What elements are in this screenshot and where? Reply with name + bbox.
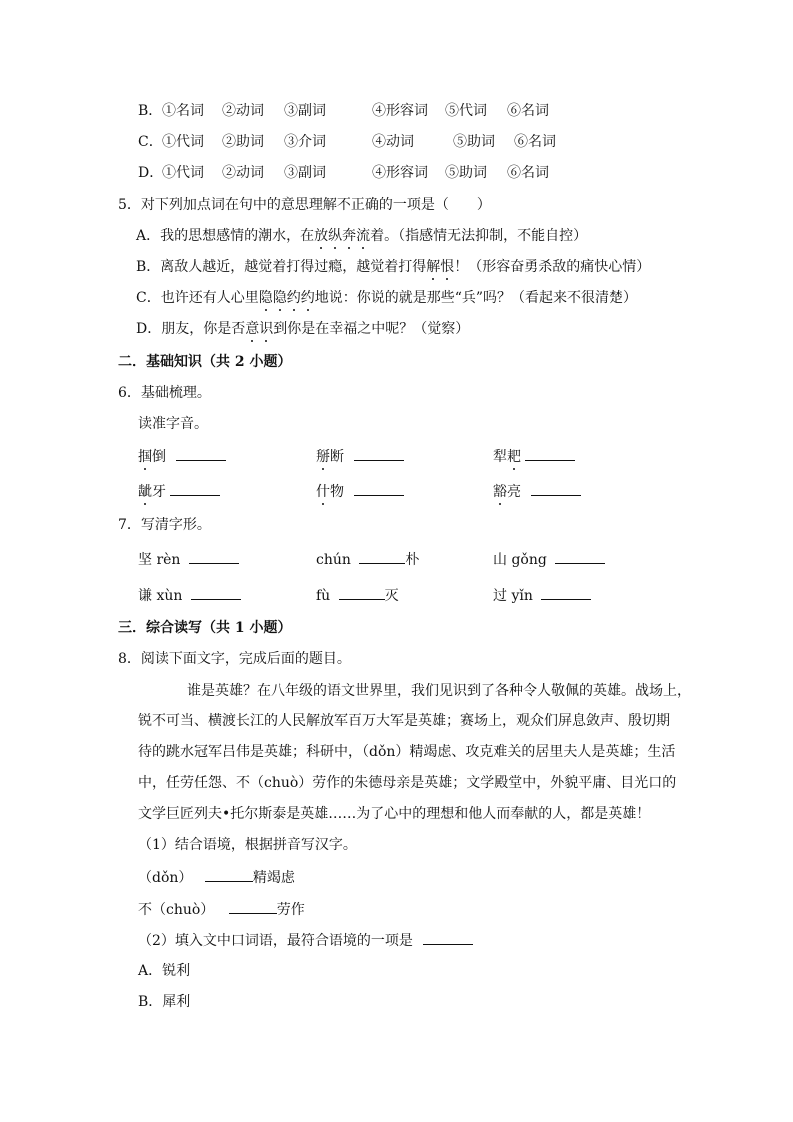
passage-line: 待的跳水冠军吕伟是英雄；科研中，（dǒn）精竭虑、攻克难关的居里夫人是英雄；生活 bbox=[138, 744, 676, 760]
option-item: ⑤助词 bbox=[445, 165, 487, 181]
dotted-char: 识 bbox=[259, 321, 274, 337]
char-item: 谦 xùn bbox=[138, 585, 241, 606]
pinyin-item: 犁耙 bbox=[493, 446, 575, 467]
answer-blank[interactable] bbox=[525, 446, 575, 461]
answer-blank[interactable] bbox=[339, 585, 385, 600]
option-text: ！（形容奋勇杀敌的痛快心情） bbox=[454, 259, 651, 275]
dotted-char: 掴 bbox=[138, 449, 152, 465]
q6-stem: 6．基础梳理。 bbox=[118, 385, 211, 401]
pinyin-item: 龇牙 bbox=[138, 481, 220, 502]
option-item: ⑤代词 bbox=[445, 103, 487, 119]
answer-blank[interactable] bbox=[423, 930, 473, 945]
option-text: D．朋友，你是否 bbox=[136, 321, 246, 337]
char-item: 过 yǐn bbox=[493, 585, 591, 606]
dotted-char: 耙 bbox=[507, 449, 521, 465]
answer-blank[interactable] bbox=[359, 549, 405, 564]
option-text: B．离敌人越近，越觉着打得过瘾，越觉着打得 bbox=[136, 259, 427, 275]
option-b: B．犀利 bbox=[138, 994, 191, 1010]
option-letter: B． bbox=[138, 103, 163, 119]
pinyin-item: 掰断 bbox=[316, 446, 404, 467]
char-item: 坚 rèn bbox=[138, 549, 239, 570]
dotted-char: 放 bbox=[314, 228, 329, 244]
dotted-char: 奔 bbox=[342, 228, 357, 244]
q5-option-c bbox=[136, 288, 637, 308]
option-item: ⑥名词 bbox=[514, 134, 556, 150]
answer-blank[interactable] bbox=[541, 585, 591, 600]
answer-blank[interactable] bbox=[354, 481, 404, 496]
option-item: ①名词 bbox=[162, 103, 204, 119]
option-item: ④动词 bbox=[372, 134, 414, 150]
dotted-char: 恨 bbox=[440, 259, 455, 275]
dotted-char: 龇 bbox=[138, 484, 152, 500]
q5-stem: 5．对下列加点词在句中的意思理解不正确的一项是（ ） bbox=[118, 197, 491, 213]
dotted-word bbox=[314, 228, 370, 244]
option-item: ④形容词 bbox=[372, 165, 428, 181]
dotted-char: 约 bbox=[286, 290, 301, 306]
dotted-word bbox=[259, 290, 315, 306]
section-title: 三．综合读写（共 1 小题） bbox=[118, 620, 292, 636]
option-item: ⑥名词 bbox=[507, 165, 549, 181]
char-item: 山 gǒng bbox=[493, 549, 605, 570]
q8-stem: 8．阅读下面文字，完成后面的题目。 bbox=[118, 651, 351, 667]
option-text: C．也许还有人心里 bbox=[136, 290, 259, 306]
passage-line: 文学巨匠列夫•托尔斯泰是英雄……为了心中的理想和他人而奉献的人，都是英雄！ bbox=[138, 806, 651, 822]
q6-subtitle: 读准字音。 bbox=[138, 416, 208, 432]
option-text: 地说：你说的就是那些“兵”吗？（看起来不很清楚） bbox=[314, 290, 638, 306]
answer-blank[interactable] bbox=[229, 899, 277, 914]
dotted-char: 什 bbox=[316, 484, 330, 500]
dotted-char: 隐 bbox=[258, 290, 273, 306]
answer-blank[interactable] bbox=[170, 481, 220, 496]
q5-option-a bbox=[136, 226, 587, 246]
sub-question-2: （2）填入文中口词语，最符合语境的一项是 bbox=[138, 930, 473, 951]
option-item: ③副词 bbox=[284, 103, 326, 119]
passage-line: 谁是英雄？在八年级的语文世界里，我们见识到了各种令人敬佩的英雄。战场上， bbox=[187, 683, 691, 699]
answer-blank[interactable] bbox=[205, 867, 253, 882]
answer-blank[interactable] bbox=[354, 446, 404, 461]
dotted-char: 隐 bbox=[272, 290, 287, 306]
char-item: fù 灭 bbox=[316, 585, 399, 606]
option-a: A．锐利 bbox=[138, 963, 191, 979]
passage-line: 中，任劳任怨、不（chuò）劳作的朱德母亲是英雄；文学殿堂中，外貌平庸、目光口的 bbox=[138, 775, 677, 791]
option-item: ④形容词 bbox=[372, 103, 428, 119]
option-letter: D． bbox=[138, 165, 164, 181]
option-letter: C． bbox=[138, 134, 163, 150]
sub1-item: （dǒn） 精竭虑 bbox=[138, 867, 295, 888]
dotted-char: 意 bbox=[245, 321, 260, 337]
pinyin-item: 掴倒 bbox=[138, 446, 226, 467]
answer-blank[interactable] bbox=[191, 585, 241, 600]
dotted-char: 豁 bbox=[493, 484, 507, 500]
pinyin-item: 豁亮 bbox=[493, 481, 581, 502]
dotted-char: 解 bbox=[426, 259, 441, 275]
option-text: 着。（指感情无法抑制，不能自控） bbox=[370, 228, 588, 244]
option-item: ⑤助词 bbox=[453, 134, 495, 150]
answer-blank[interactable] bbox=[189, 549, 239, 564]
dotted-word bbox=[245, 321, 273, 337]
answer-blank[interactable] bbox=[531, 481, 581, 496]
dotted-char: 掰 bbox=[316, 449, 330, 465]
option-item: ①代词 bbox=[162, 165, 204, 181]
dotted-char: 约 bbox=[300, 290, 315, 306]
dotted-char: 流 bbox=[356, 228, 371, 244]
option-item: ⑥名词 bbox=[507, 103, 549, 119]
section-title: 二．基础知识（共 2 小题） bbox=[118, 354, 292, 370]
option-item: ③介词 bbox=[284, 134, 326, 150]
option-item: ②助词 bbox=[222, 134, 264, 150]
option-item: ②动词 bbox=[222, 103, 264, 119]
q5-option-d bbox=[136, 319, 469, 339]
sub1-item: 不（chuò） 劳作 bbox=[138, 899, 305, 920]
option-item: ②动词 bbox=[222, 165, 264, 181]
pinyin-item: 什物 bbox=[316, 481, 404, 502]
option-text: 到你是在幸福之中呢？（觉察） bbox=[273, 321, 470, 337]
q5-option-b bbox=[136, 257, 650, 277]
option-text: A．我的思想感情的潮水，在 bbox=[136, 228, 315, 244]
dotted-char: 纵 bbox=[328, 228, 343, 244]
passage-line: 锐不可当、横渡长江的人民解放军百万大军是英雄；赛场上，观众们屏息敛声、殷切期 bbox=[138, 713, 670, 729]
option-item: ①代词 bbox=[162, 134, 204, 150]
char-item: chún 朴 bbox=[316, 549, 419, 570]
option-item: ③副词 bbox=[284, 165, 326, 181]
dotted-word bbox=[426, 259, 454, 275]
q7-stem: 7．写清字形。 bbox=[118, 517, 211, 533]
answer-blank[interactable] bbox=[176, 446, 226, 461]
answer-blank[interactable] bbox=[555, 549, 605, 564]
sub-question-1: （1）结合语境，根据拼音写汉字。 bbox=[138, 837, 357, 853]
